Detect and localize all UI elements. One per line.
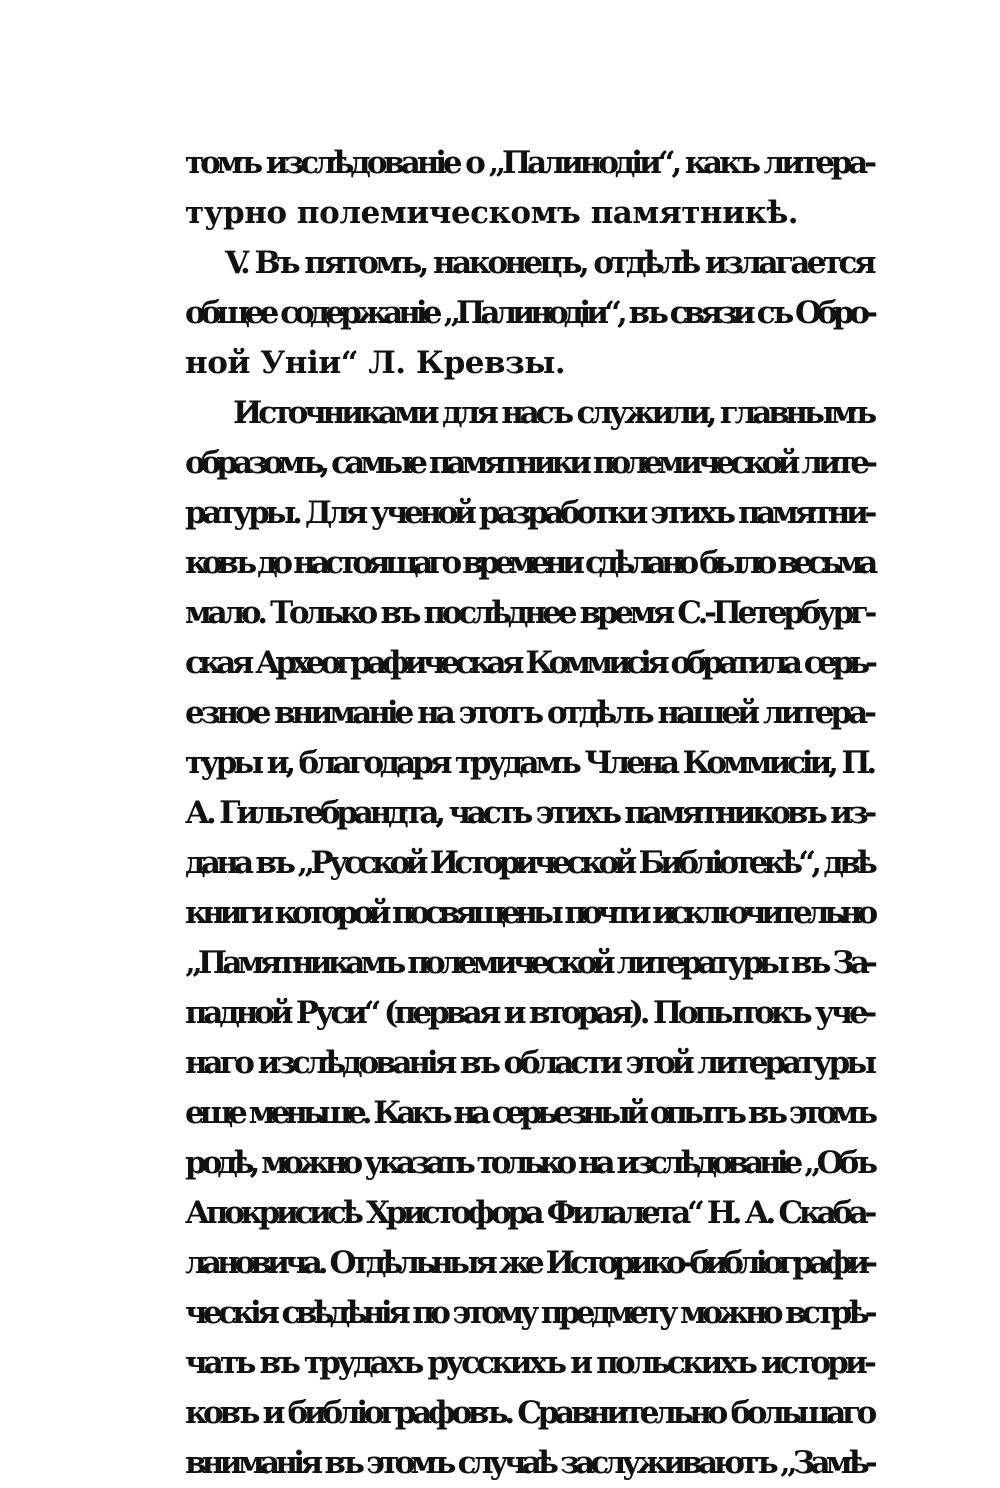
body-text (185, 138, 873, 1488)
text-line-11: ская Археографическая Коммисія обратила серь- (185, 645, 873, 681)
text-line-19: наго изслѣдованія въ области этой литературы (185, 1045, 873, 1081)
text-line-5: ной Уніи“ Л. Кревзы. (185, 345, 566, 381)
text-line-13: туры и, благодаря трудамъ Члена Коммисіи, П. (185, 745, 873, 781)
text-line-26: ковъ и библіографовъ. Сравнительно большаго (185, 1395, 873, 1431)
text-line-20: еще меньше. Какъ на серьезный опытъ въ этомъ (185, 1095, 873, 1131)
text-line-27: вниманія въ этомъ случаѣ заслуживаютъ „Замѣ- (185, 1445, 874, 1481)
text-line-12: езное вниманіе на этотъ отдѣлъ нашей литера- (185, 695, 873, 731)
text-line-8: ратуры. Для ученой разработки этихъ памятни- (185, 495, 873, 531)
text-line-21: родѣ, можно указать только на изслѣдованіе „Объ (185, 1145, 873, 1181)
text-line-24: ческія свѣдѣнія по этому предмету можно встрѣ- (185, 1295, 873, 1331)
text-line-6: Источниками для насъ служили, главнымъ (233, 395, 873, 431)
text-line-17: „Памятникамъ полемической литературы въ За- (185, 945, 873, 981)
text-line-18: падной Руси“ (первая и вторая). Попытокъ уче- (185, 995, 873, 1031)
text-line-23: лановича. Отдѣльныя же Историко-библіографи- (185, 1245, 873, 1281)
text-line-15: дана въ „Русской Исторической Библіотекѣ“, двѣ (185, 845, 873, 881)
text-line-1: томъ изслѣдованіе о „Палинодіи“, какъ литера- (185, 145, 873, 181)
text-line-16: книги которой посвящены почти исключительно (185, 895, 873, 931)
text-line-9: ковъ до настоящаго времени сдѣлано было весьма (185, 545, 873, 581)
text-line-10: мало. Только въ послѣднее время С.-Петербург- (185, 595, 873, 631)
text-line-4: общее содержаніе „Палинодіи“, въ связи съ Обро- (185, 295, 873, 331)
text-line-14: А. Гильтебрандта, часть этихъ памятниковъ из- (185, 795, 873, 831)
text-line-2: турно полемическомъ памятникѣ. (185, 195, 799, 231)
text-line-7: образомъ, самые памятники полемической лите- (185, 445, 873, 481)
text-line-22: Апокрисисѣ Христофора Филалета“ Н. А. Скаба- (185, 1195, 873, 1231)
text-line-25: чать въ трудахъ русскихъ и польскихъ истори- (185, 1345, 873, 1381)
text-line-3: V. Въ пятомъ, наконецъ, отдѣлѣ излагается (225, 245, 873, 281)
